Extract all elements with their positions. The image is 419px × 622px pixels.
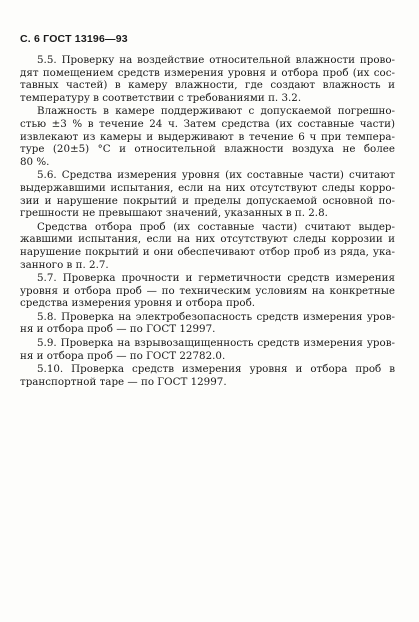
paragraph bbox=[20, 311, 395, 336]
paragraph bbox=[20, 54, 395, 104]
text-line: ня и отбора проб — по ГОСТ 22782.0. bbox=[20, 349, 226, 362]
document-body bbox=[20, 54, 395, 389]
paragraph bbox=[20, 272, 395, 310]
text-line: выдержавшими испытания, если на них отсутствуют следы корро- bbox=[20, 181, 395, 194]
text-line: Средства отбора проб (их составные части) считают выдер- bbox=[37, 220, 395, 233]
text-line: стью ±3 % в течение 24 ч. Затем средства (их составные части) bbox=[20, 117, 395, 130]
text-line: средства измерения уровня и отбора проб. bbox=[20, 297, 256, 310]
paragraph bbox=[20, 221, 395, 271]
text-line: температуру в соответствии с требованиями п. 3.2. bbox=[20, 91, 302, 104]
text-line: 5.5. Проверку на воздействие относительной влажности прово- bbox=[37, 54, 395, 66]
text-line: 5.9. Проверка на взрывозащищенность средств измерения уров- bbox=[37, 337, 395, 350]
paragraph bbox=[20, 337, 395, 362]
text-line: уровня и отбора проб — по техническим условиям на конкретные bbox=[20, 284, 395, 297]
text-line: нарушение покрытий и они обеспечивают отбор проб из ряда, ука- bbox=[20, 245, 395, 258]
page-header: С. 6 ГОСТ 13196—93 bbox=[20, 33, 128, 45]
text-line: зии и нарушение покрытий и пределы допускаемой основной по- bbox=[20, 194, 395, 207]
text-line: туре (20±5) °С и относительной влажности воздуха не более bbox=[20, 143, 395, 156]
text-line: 5.6. Средства измерения уровня (их составные части) считают bbox=[37, 169, 395, 182]
text-line: грешности не превышают значений, указанных в п. 2.8. bbox=[20, 207, 328, 220]
text-line: транспортной таре — по ГОСТ 12997. bbox=[20, 375, 227, 388]
text-line: Влажность в камере поддерживают с допускаемой погрешно- bbox=[37, 105, 395, 118]
paragraph bbox=[20, 169, 395, 219]
paragraph bbox=[20, 363, 395, 388]
text-line: тавных частей) в камеру влажности, где создают влажность и bbox=[20, 79, 395, 92]
text-line: ня и отбора проб — по ГОСТ 12997. bbox=[20, 323, 216, 336]
text-line: занного в п. 2.7. bbox=[20, 258, 109, 271]
text-line: 5.10. Проверка средств измерения уровня и отбора проб в bbox=[37, 363, 395, 376]
text-line: жавшими испытания, если на них отсутствуют следы коррозии и bbox=[20, 233, 395, 246]
paragraph bbox=[20, 105, 395, 168]
text-line: 5.7. Проверка прочности и герметичности средств измерения bbox=[37, 272, 395, 285]
text-line: дят помещением средств измерения уровня и отбора проб (их сос- bbox=[20, 66, 395, 79]
text-line: 5.8. Проверка на электробезопасность средств измерения уров- bbox=[37, 310, 395, 323]
text-line: извлекают из камеры и выдерживают в течение 6 ч при темпера- bbox=[20, 130, 395, 143]
text-line: 80 %. bbox=[20, 155, 50, 168]
